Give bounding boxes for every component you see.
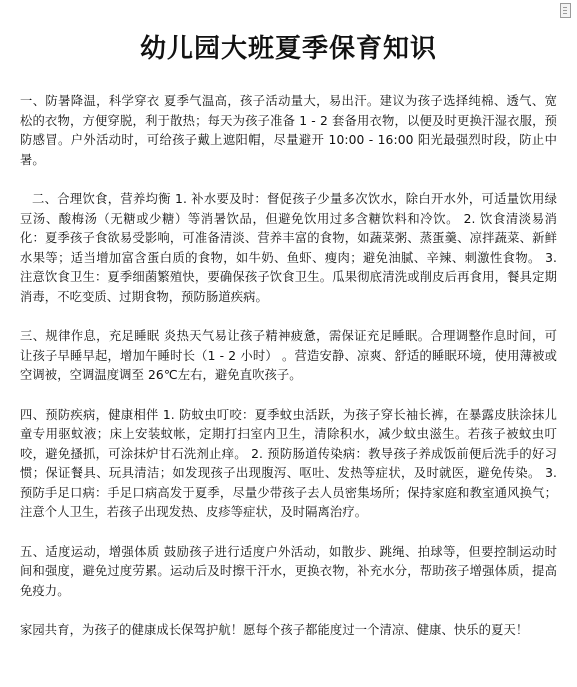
paragraph-exercise: 五、适度运动，增强体质 鼓励孩子进行适度户外活动，如散步、跳绳、拍球等，但要控制运动时间和强度，避免过度劳累。运动后及时擦干汗水，更换衣物，补充水分，帮助孩子增强体质，提高免疫力。: [20, 544, 557, 598]
document-body: [20, 92, 557, 660]
paragraph-sleep: 三、规律作息，充足睡眠 炎热天气易让孩子精神疲惫，需保证充足睡眠。合理调整作息时间，可让孩子早睡早起，增加午睡时长（1 - 2 小时） 。营造安静、凉爽、舒适的睡眠环境，使用薄被或空调被，空调温度调至 26℃左右，避免直吹孩子。: [20, 329, 557, 383]
page-marker-icon: [560, 3, 571, 18]
paragraph-diet: 二、合理饮食，营养均衡 1. 补水要及时：督促孩子少量多次饮水，除白开水外，可适量饮用绿豆汤、酸梅汤（无糖或少糖）等消暑饮品，但避免饮用过多含糖饮料和冷饮。 2. 饮食清淡易消化：夏季孩子食欲易受影响，可准备清淡、营养丰富的食物，如蔬菜粥、蒸蛋羹、凉拌蔬菜、新鲜水果等；适当增加富含蛋白质的食物，如牛奶、鱼虾、瘦肉；避免油腻、辛辣、刺激性食物。 3. 注意饮食卫生：夏季细菌繁殖快，要确保孩子饮食卫生。瓜果彻底清洗或削皮后再食用，餐具定期消毒，不吃变质、过期食物，预防肠道疾病。: [20, 191, 557, 304]
paragraph-closing: 家园共育，为孩子的健康成长保驾护航！愿每个孩子都能度过一个清凉、健康、快乐的夏天！: [20, 623, 529, 638]
paragraph-disease-prevention: 四、预防疾病，健康相伴 1. 防蚊虫叮咬：夏季蚊虫活跃，为孩子穿长袖长裤，在暴露皮肤涂抹儿童专用驱蚊液；床上安装蚊帐，定期打扫室内卫生，清除积水，减少蚊虫滋生。若孩子被蚊虫叮咬，避免搔抓，可涂抹炉甘石洗剂止痒。 2. 预防肠道传染病：教导孩子养成饭前便后洗手的好习惯；保证餐具、玩具清洁；如发现孩子出现腹泻、呕吐、发热等症状，及时就医，避免传染。 3. 预防手足口病：手足口病高发于夏季，尽量少带孩子去人员密集场所；保持家庭和教室通风换气；注意个人卫生，若孩子出现发热、皮疹等症状，及时隔离治疗。: [20, 407, 557, 520]
page-title: 幼儿园大班夏季保育知识: [139, 34, 437, 64]
paragraph-heatstroke-prevention: 一、防暑降温，科学穿衣 夏季气温高，孩子活动量大，易出汗。建议为孩子选择纯棉、透气、宽松的衣物，方便穿脱，利于散热；每天为孩子准备 1 - 2 套备用衣物，以便及时更换汗湿衣服，预防感冒。户外活动时，可给孩子戴上遮阳帽，尽量避开 10:00 - 16:00 阳光最强烈时段，防止中暑。: [20, 94, 557, 167]
